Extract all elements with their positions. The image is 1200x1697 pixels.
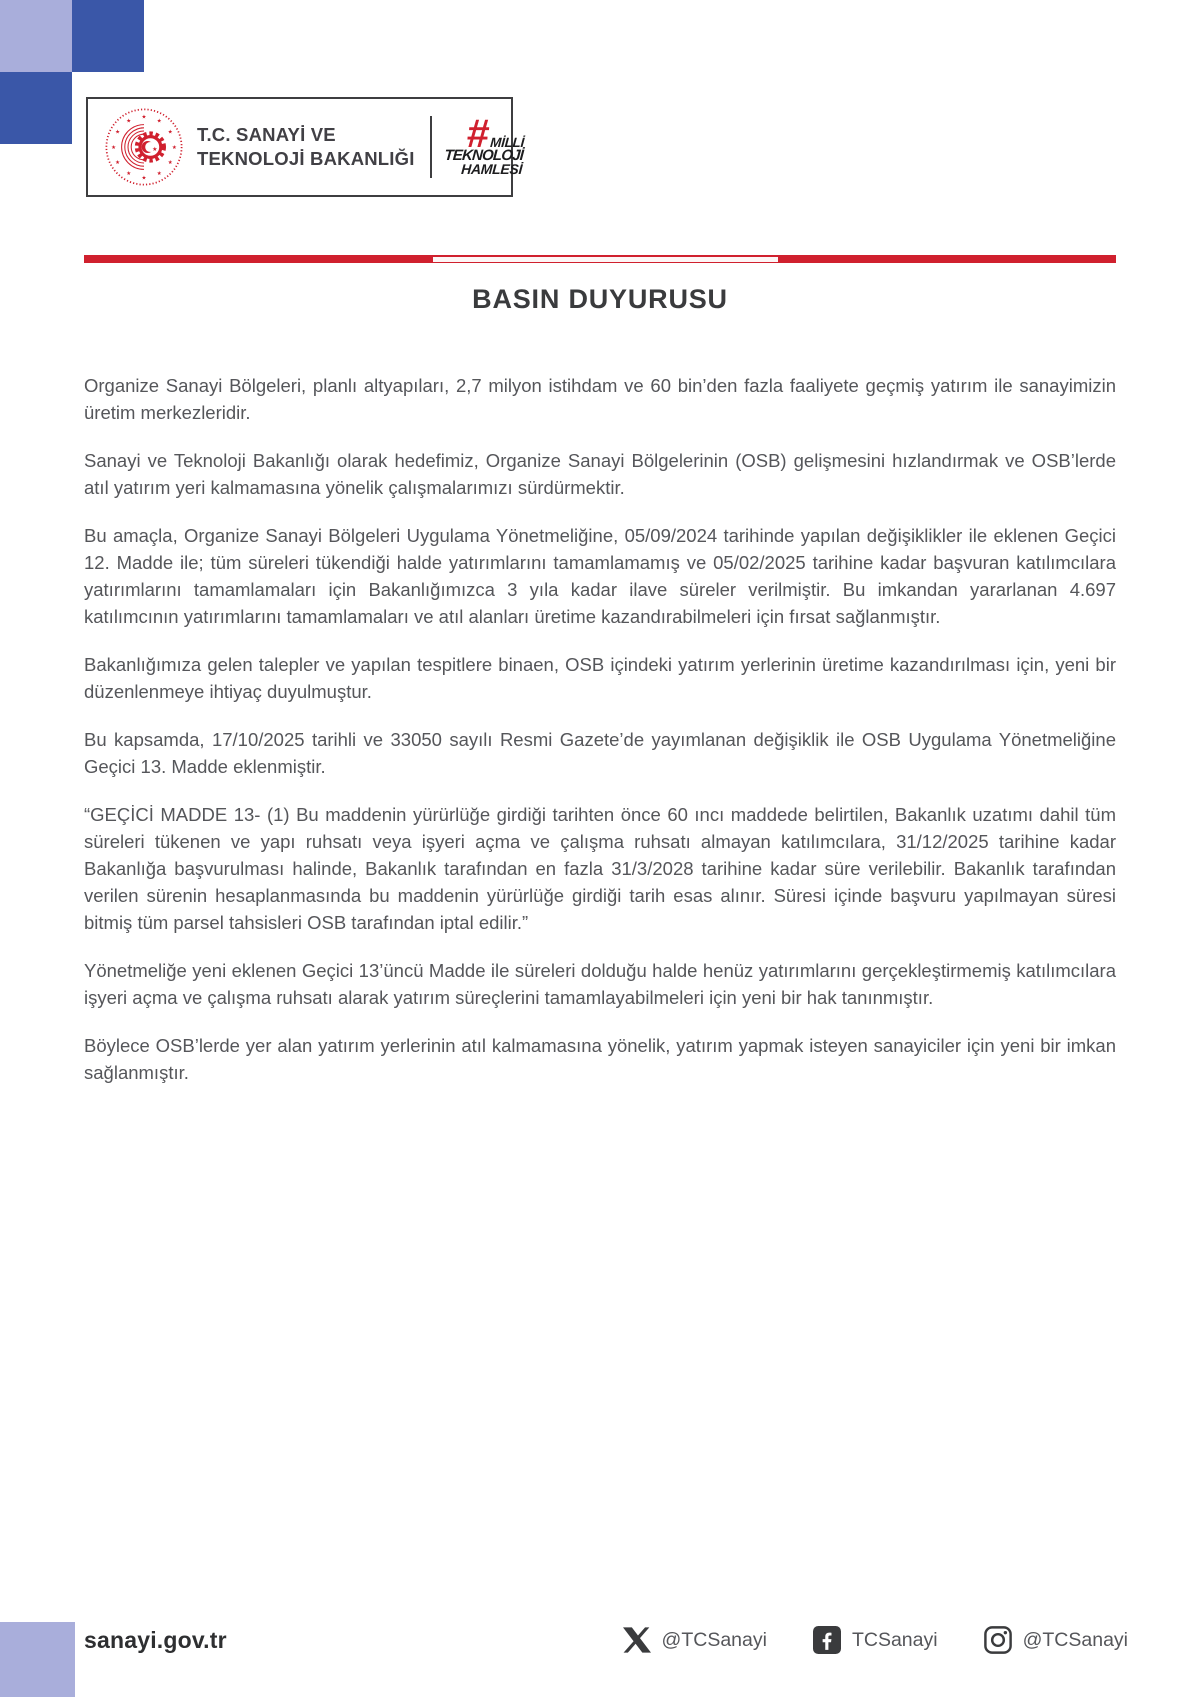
decor-square-lavender-bottom	[0, 1622, 75, 1697]
decor-square-blue-top	[72, 0, 144, 72]
instagram-icon	[984, 1626, 1012, 1654]
milli-teknoloji-hamlesi-logo	[443, 111, 526, 177]
mth-line3: HAMLESİ	[460, 160, 523, 177]
red-divider-bar-inset	[433, 257, 778, 262]
svg-text:★: ★	[115, 129, 121, 136]
paragraph: Böylece OSB’lerde yer alan yatırım yerlerinin atıl kalmamasına yönelik, yatırım yapmak isteyen sanayiciler için yeni bir imkan sağlanmıştır.	[84, 1035, 1116, 1083]
x-handle: @TCSanayi	[661, 1628, 767, 1651]
ministry-name-line2: TEKNOLOJİ BAKANLIĞI	[197, 148, 415, 169]
svg-text:★: ★	[141, 175, 147, 182]
footer	[84, 1618, 1128, 1662]
ministry-name	[197, 123, 415, 171]
svg-text:★: ★	[126, 118, 132, 125]
svg-text:★: ★	[152, 146, 158, 153]
paragraph: Bakanlığımıza gelen talepler ve yapılan tespitlere binaen, OSB içindeki yatırım yerlerinin üretime kazandırılması için, yeni bir düzenlenmeye ihtiyaç duyulmuştur.	[84, 654, 1116, 702]
mth-line2: TEKNOLOJİ	[443, 146, 524, 164]
paragraph: “GEÇİCİ MADDE 13- (1) Bu maddenin yürürlüğe girdiği tarihten önce 60 ıncı maddede belirtilen, Bakanlık uzatımı dahil tüm süreleri tükenen ve yapı ruhsatı veya işyeri açma ve çalışma ruhsatı almayan katılımcılara, 31/12/2025 tarihine kadar Bakanlığa başvurulması halinde, Bakanlık tarafından en fazla 31/3/2028 tarihine kadar süre verilebilir. Bakanlık tarafından verilen sürenin hesaplanmasında bu maddenin yürürlüğe girdiği tarih esas alınır. Süresi içinde başvuru yapılmayan süresi bitmiş tüm parsel tahsisleri OSB tarafından iptal edilir.”	[84, 804, 1116, 933]
facebook-handle: TCSanayi	[851, 1628, 938, 1651]
svg-text:★: ★	[126, 171, 132, 178]
mth-line1: MİLLİ	[489, 134, 525, 150]
x-icon	[623, 1626, 651, 1654]
page-title: BASIN DUYURUSU	[472, 284, 728, 314]
svg-text:★: ★	[156, 171, 162, 178]
facebook-icon	[813, 1626, 841, 1654]
paragraph: Yönetmeliğe yeni eklenen Geçici 13’üncü Madde ile süreleri dolduğu halde henüz yatırımlarını gerçekleştirmemiş katılımcılara işyeri açma ve çalışma ruhsatı alarak yatırım süreçlerini tamamlayabilmeleri için yeni bir hak tanınmıştır.	[84, 960, 1116, 1008]
svg-text:★: ★	[167, 129, 173, 136]
svg-text:★: ★	[111, 144, 117, 151]
website-link[interactable]: sanayi.gov.tr	[84, 1626, 227, 1653]
red-divider-bar	[84, 255, 1116, 263]
paragraph: Organize Sanayi Bölgeleri, planlı altyapıları, 2,7 milyon istihdam ve 60 bin’den fazla faaliyete geçmiş yatırım ile sanayimizin üretim merkezleridir.	[84, 375, 1116, 423]
ministry-name-line1: T.C. SANAYİ VE	[197, 124, 336, 145]
ministry-emblem-icon	[104, 107, 184, 187]
decor-square-blue-left	[0, 72, 72, 144]
paragraph: Bu kapsamda, 17/10/2025 tarihli ve 33050 sayılı Resmi Gazete’de yayımlanan değişiklik ile OSB Uygulama Yönetmeliğine Geçici 13. Madde eklenmiştir.	[84, 729, 1116, 777]
svg-text:★: ★	[167, 160, 173, 167]
decor-square-lavender-top	[0, 0, 72, 72]
paragraph: Sanayi ve Teknoloji Bakanlığı olarak hedefimiz, Organize Sanayi Bölgelerinin (OSB) gelişmesini hızlandırmak ve OSB’lerde atıl yatırım yeri kalmamasına yönelik çalışmalarımızı sürdürmektir.	[84, 450, 1116, 498]
paragraph: Bu amaçla, Organize Sanayi Bölgeleri Uygulama Yönetmeliğine, 05/09/2024 tarihinde yapılan değişiklikler ile eklenen Geçici 12. Madde ile; tüm süreleri tükendiği halde yatırımlarını tamamlamamış ve 05/02/2025 tarihine kadar başvuran katılımcılara yatırımlarını tamamlamaları için Bakanlığımızca 3 yıla kadar ilave süreler verilmiştir. Bu imkandan yararlanan 4.697 katılımcının yatırımlarını tamamlamaları ve atıl alanları üretime kazandırabilmeleri için fırsat sağlanmıştır.	[84, 525, 1116, 627]
social-item-x[interactable]	[623, 1626, 767, 1654]
svg-text:★: ★	[156, 118, 162, 125]
press-release-body	[84, 372, 1116, 1107]
ministry-logo-box	[86, 97, 525, 197]
instagram-handle: @TCSanayi	[1022, 1628, 1128, 1651]
logo-divider	[430, 116, 432, 178]
svg-text:★: ★	[171, 144, 177, 151]
svg-text:★: ★	[115, 160, 121, 167]
social-item-facebook[interactable]	[813, 1626, 938, 1654]
social-item-instagram[interactable]	[984, 1626, 1128, 1654]
hash-icon: #	[464, 111, 490, 156]
svg-text:★: ★	[141, 114, 147, 121]
social-row	[623, 1626, 1128, 1654]
